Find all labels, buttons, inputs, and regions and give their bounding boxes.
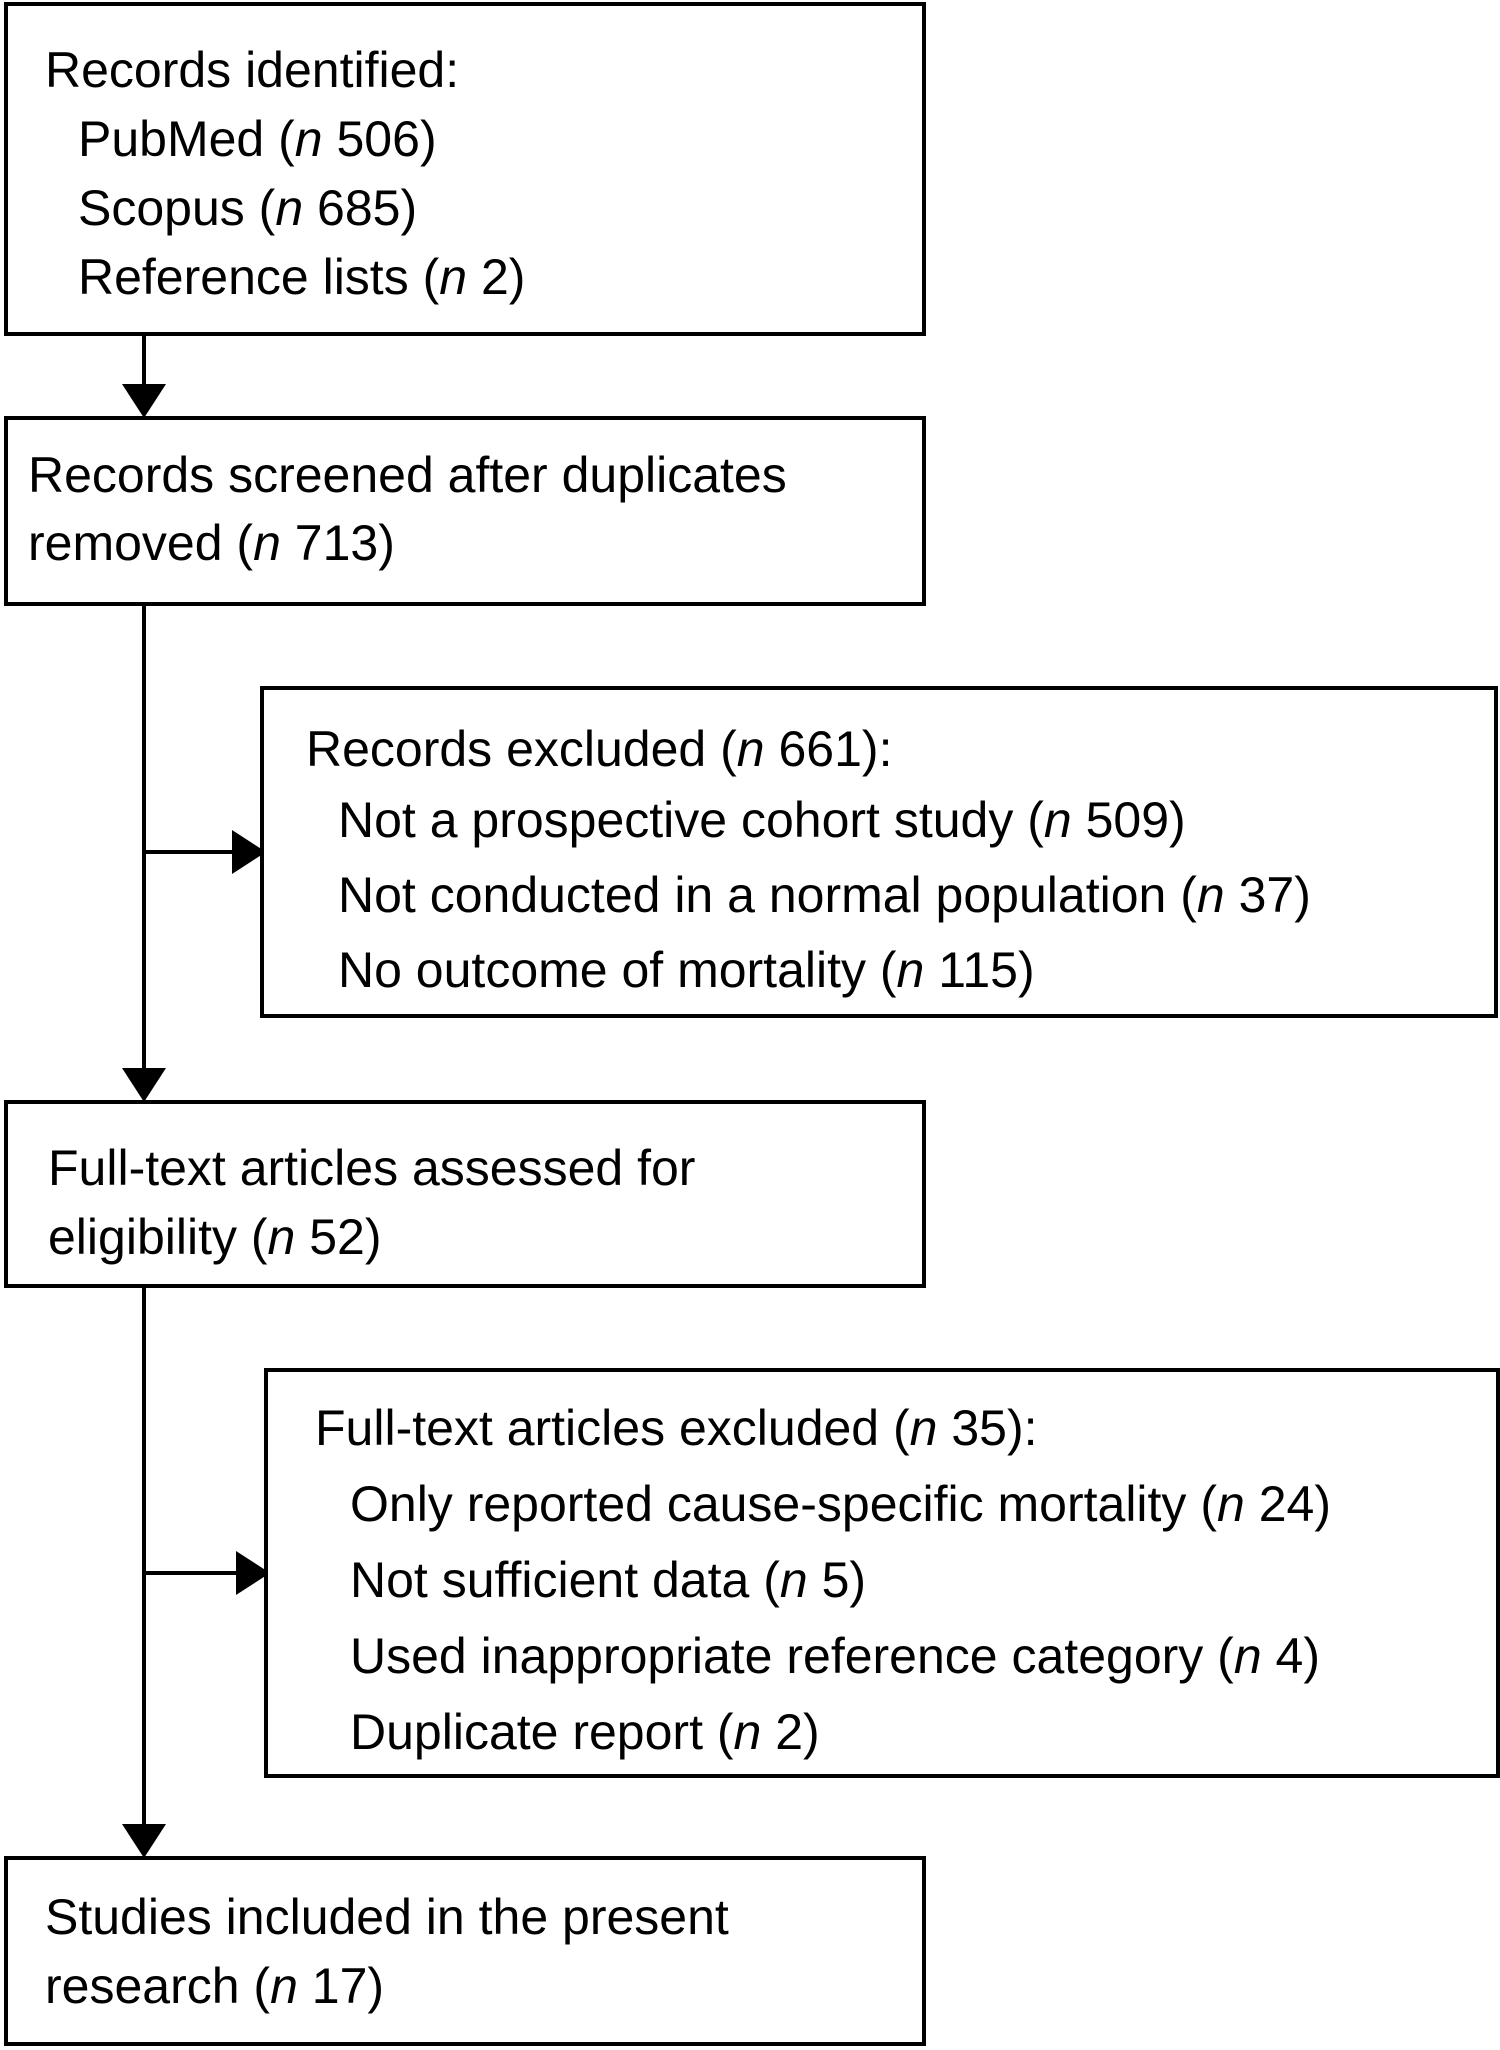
fulltext-reason-reference-category: Used inappropriate reference category (n 4) bbox=[350, 1628, 1321, 1684]
fulltext-reason-duplicate: Duplicate report (n 2) bbox=[350, 1704, 820, 1760]
source-scopus: Scopus (n 685) bbox=[78, 180, 418, 236]
records-identified-heading: Records identified: bbox=[45, 42, 460, 98]
records-excluded-box bbox=[260, 686, 1498, 1018]
fulltext-reason-cause-specific: Only reported cause-specific mortality (n 24) bbox=[350, 1476, 1331, 1532]
excluded-reason-not-prospective: Not a prospective cohort study (n 509) bbox=[338, 792, 1186, 848]
excluded-reason-no-mortality: No outcome of mortality (n 115) bbox=[338, 942, 1035, 998]
records-identified-box bbox=[4, 2, 926, 336]
studies-included-line1: Studies included in the present bbox=[45, 1889, 729, 1945]
fulltext-assessed-box bbox=[4, 1100, 926, 1288]
studies-included-box bbox=[4, 1856, 926, 2046]
source-reference-lists: Reference lists (n 2) bbox=[78, 249, 526, 305]
records-screened-box bbox=[4, 416, 926, 606]
records-excluded-heading: Records excluded (n 661): bbox=[306, 721, 893, 777]
excluded-reason-not-normal-population: Not conducted in a normal population (n 37) bbox=[338, 867, 1311, 923]
fulltext-reason-insufficient-data: Not sufficient data (n 5) bbox=[350, 1552, 867, 1608]
fulltext-excluded-box bbox=[264, 1368, 1500, 1778]
fulltext-assessed-line1: Full-text articles assessed for bbox=[48, 1140, 696, 1196]
records-screened-line1: Records screened after duplicates bbox=[28, 447, 787, 503]
fulltext-assessed-line2: eligibility (n 52) bbox=[48, 1209, 382, 1265]
studies-included-line2: research (n 17) bbox=[45, 1958, 385, 2014]
records-screened-line2: removed (n 713) bbox=[28, 515, 395, 571]
fulltext-excluded-heading: Full-text articles excluded (n 35): bbox=[315, 1400, 1038, 1456]
source-pubmed: PubMed (n 506) bbox=[78, 111, 437, 167]
